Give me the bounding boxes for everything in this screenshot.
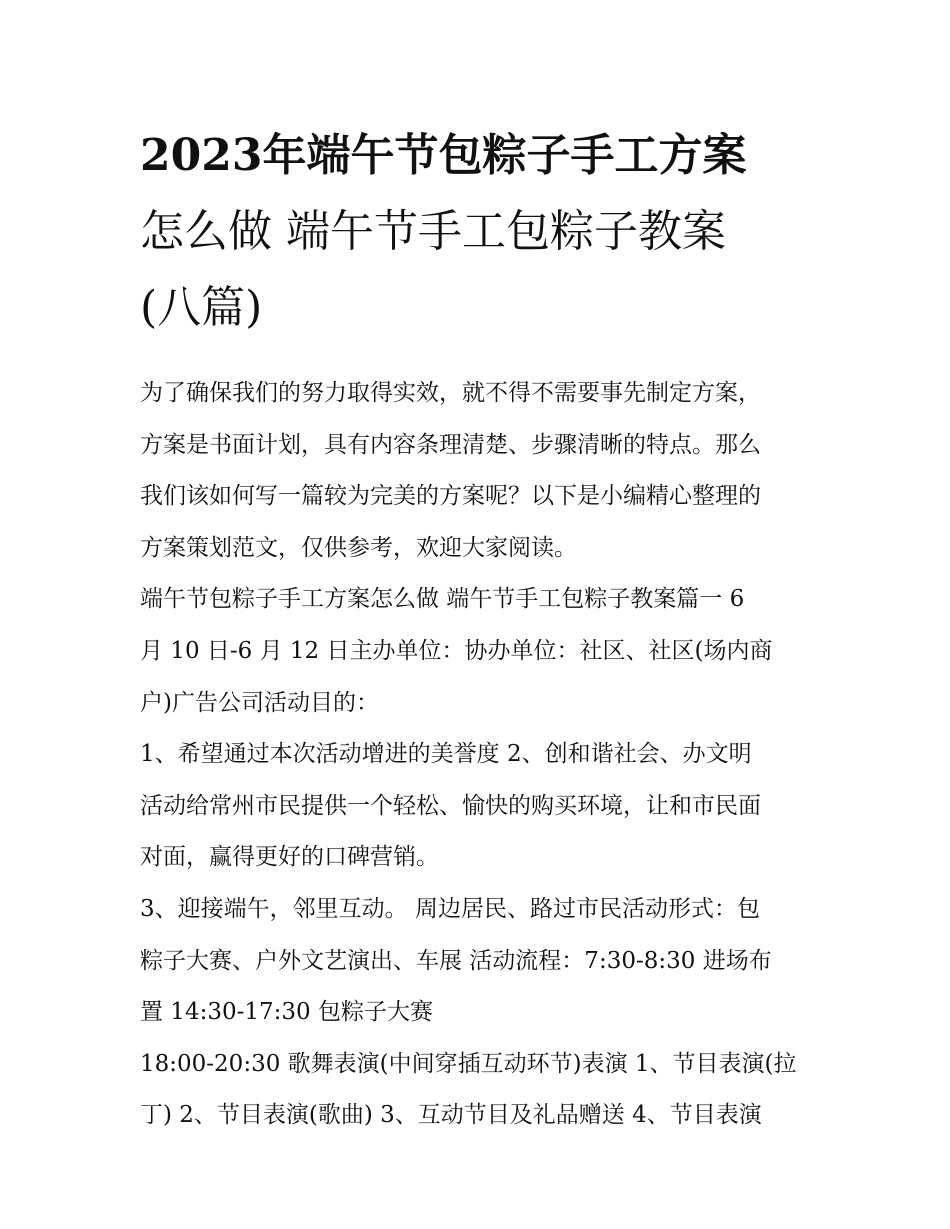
text-line: 活动给常州市民提供一个轻松、愉快的购买环境，让和市民面	[140, 792, 761, 819]
text-line: 3、迎接端午，邻里互动。 周边居民、路过市民活动形式：包	[140, 895, 760, 922]
text-line: 粽子大赛、户外文艺演出、车展 活动流程：7:30-8:30 进场布	[140, 947, 772, 974]
title-line: 2023年端午节包粽子手工方案	[140, 130, 747, 181]
text-line: 端午节包粽子手工方案怎么做 端午节手工包粽子教案篇一 6	[140, 586, 745, 613]
text-line: 为了确保我们的努力取得实效，就不得不需要事先制定方案，	[140, 380, 761, 406]
text-line: 丁) 2、节目表演(歌曲) 3、互动节目及礼品赠送 4、节目表演	[140, 1102, 762, 1129]
document-title	[140, 118, 812, 346]
text-line: 方案是书面计划，具有内容条理清楚、步骤清晰的特点。那么	[140, 431, 761, 458]
text-line: 方案策划范文，仅供参考，欢迎大家阅读。	[140, 534, 577, 561]
text-line: 置 14:30-17:30 包粽子大赛	[140, 999, 433, 1026]
text-line: 对面，赢得更好的口碑营销。	[140, 844, 439, 871]
title-line: (八篇)	[140, 282, 263, 333]
text-line: 18:00-20:30 歌舞表演(中间穿插互动环节)表演 1、节目表演(拉	[140, 1050, 797, 1077]
schedule-paragraph	[140, 884, 812, 1039]
title-line: 怎么做 端午节手工包粽子教案	[140, 206, 726, 257]
text-line: 1、希望通过本次活动增进的美誉度 2、创和谐社会、办文明	[140, 741, 752, 768]
text-line: 月 10 日-6 月 12 日主办单位：协办单位：社区、社区(场内商	[140, 637, 773, 664]
document-body	[140, 368, 812, 1142]
goal-paragraph	[140, 729, 812, 884]
text-line: 我们该如何写一篇较为完美的方案呢？以下是小编精心整理的	[140, 483, 761, 510]
performance-paragraph	[140, 1039, 812, 1142]
text-line: 户)广告公司活动目的：	[140, 689, 379, 716]
section-paragraph	[140, 574, 812, 729]
intro-paragraph	[140, 368, 812, 574]
document-page	[140, 118, 812, 1142]
